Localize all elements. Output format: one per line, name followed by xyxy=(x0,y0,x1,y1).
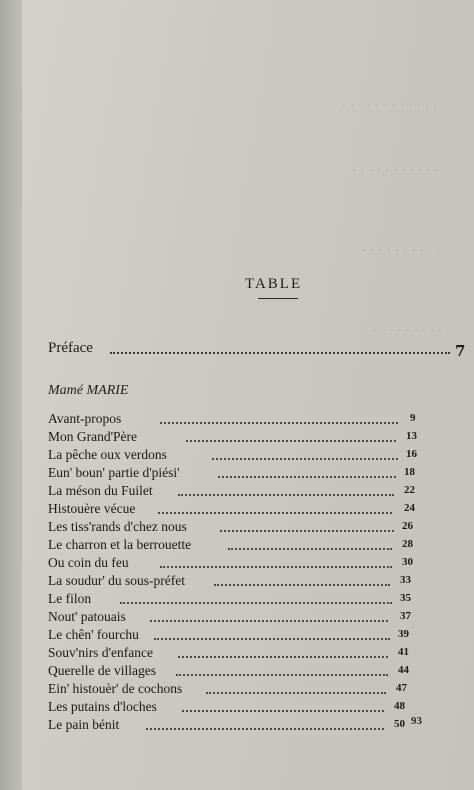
leader-dots xyxy=(176,674,388,676)
leader-dots xyxy=(214,584,390,586)
show-through-text: . . . . . . . . . . . xyxy=(352,160,439,175)
toc-page-number: 48 xyxy=(394,700,405,712)
show-through-text: . . . . . . . . . xyxy=(372,320,443,335)
leader-dots xyxy=(150,620,388,622)
toc-entry-label: Le chên' fourchu xyxy=(48,627,139,642)
toc-entry-label: Ein' histouèr' de cochons xyxy=(48,681,183,696)
toc-page-number: 35 xyxy=(400,592,411,604)
toc-entry-label: La soudur' du sous-préfet xyxy=(48,573,186,588)
leader-dots xyxy=(228,548,392,550)
toc-entry-label: Mon Grand'Père xyxy=(48,429,138,444)
leader-dots xyxy=(158,512,392,514)
toc-page-number: 44 xyxy=(398,664,409,676)
toc-page-number: 30 xyxy=(402,556,413,568)
toc-entry-label: Le pain bénit xyxy=(48,717,120,732)
toc-page-number: 33 xyxy=(400,574,411,586)
toc-entry-label: Nout' patouais xyxy=(48,609,126,624)
toc-entry xyxy=(48,555,468,571)
toc-entry xyxy=(48,483,468,499)
toc-entry xyxy=(48,663,468,679)
leader-dots xyxy=(186,440,396,442)
leader-dots xyxy=(154,638,390,640)
toc-entry xyxy=(48,411,468,427)
leader-dots xyxy=(178,656,388,658)
section-heading: Mamé MARIE xyxy=(48,383,129,398)
toc-page-number: 47 xyxy=(396,682,407,694)
toc-entry-label: Souv'nirs d'enfance xyxy=(48,645,153,660)
page-folio: 93 xyxy=(411,715,422,727)
toc-entry-label: Querelle de villages xyxy=(48,663,156,678)
leader-dots xyxy=(178,494,394,496)
toc-entry-label: Le filon xyxy=(48,591,92,606)
preface-label: Préface xyxy=(48,340,93,356)
toc-page-number: 26 xyxy=(402,520,413,532)
toc-entry xyxy=(48,699,468,715)
leader-dots xyxy=(120,602,392,604)
toc-entry xyxy=(48,609,468,625)
toc-page-number: 41 xyxy=(398,646,409,658)
toc-page-number: 24 xyxy=(404,502,415,514)
toc-entry xyxy=(48,645,468,661)
toc-entry-label: Les tiss'rands d'chez nous xyxy=(48,519,187,534)
toc-entry xyxy=(48,627,468,643)
toc-entry xyxy=(48,591,468,607)
toc-entry xyxy=(48,717,468,733)
toc-page-number: 9 xyxy=(410,412,416,424)
toc-entry-label: Avant-propos xyxy=(48,411,122,426)
toc-page-number: 37 xyxy=(400,610,411,622)
toc-entry xyxy=(48,681,468,697)
toc-entry-label: La pêche oux verdons xyxy=(48,447,167,462)
toc-entry xyxy=(48,537,468,553)
toc-page-number: 18 xyxy=(404,466,415,478)
leader-dots xyxy=(160,566,392,568)
toc-page-number: 39 xyxy=(398,628,409,640)
toc-entry xyxy=(48,429,468,445)
facing-page-edge xyxy=(0,0,22,790)
leader-dots xyxy=(160,422,398,424)
toc-entry xyxy=(48,519,468,535)
toc-entry xyxy=(48,465,468,481)
leader-dots xyxy=(146,728,384,730)
leader-dots xyxy=(220,530,394,532)
toc-page-number: 13 xyxy=(406,430,417,442)
toc-entry xyxy=(48,501,468,517)
toc-entry xyxy=(48,573,468,589)
toc-entry-label: Ou coin du feu xyxy=(48,555,129,570)
toc-page-number: 16 xyxy=(406,448,417,460)
toc-page-number: 28 xyxy=(402,538,413,550)
leader-dots xyxy=(212,458,398,460)
preface-page-number: 7 xyxy=(455,342,466,360)
toc-entry-label: Histouère vécue xyxy=(48,501,136,516)
toc-entry-label: Eun' boun' partie d'piési' xyxy=(48,465,180,480)
toc-entry-label: Le charron et la berrouette xyxy=(48,537,192,552)
leader-dots xyxy=(218,476,396,478)
leader-dots xyxy=(182,710,384,712)
show-through-text: . . . . . . . . . . . . xyxy=(342,95,438,110)
leader-dots xyxy=(206,692,386,694)
title-underline xyxy=(258,298,298,299)
show-through-text: . . . . . . . . . . xyxy=(362,240,441,255)
leader-dots xyxy=(110,352,450,354)
toc-entry-label: La méson du Fuilet xyxy=(48,483,153,498)
toc-entry xyxy=(48,447,468,463)
page-title: TABLE xyxy=(245,276,303,292)
toc-page-number: 50 xyxy=(394,718,405,730)
preface-entry xyxy=(48,340,468,360)
toc-page-number: 22 xyxy=(404,484,415,496)
toc-entry-label: Les putains d'loches xyxy=(48,699,157,714)
